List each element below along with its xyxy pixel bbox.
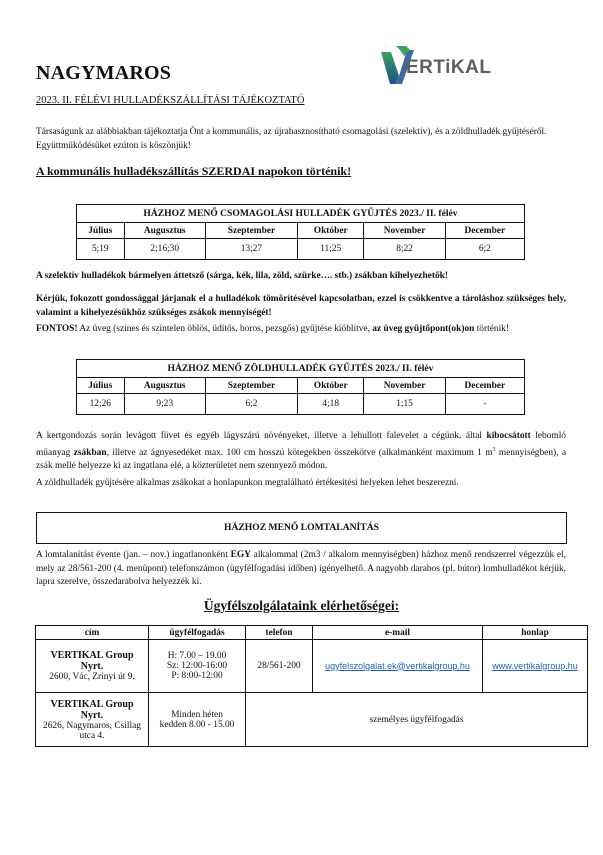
- hours-line: kedden 8.00 - 15.00: [159, 719, 235, 730]
- contact-title: Ügyfélszolgálataink elérhetőségei:: [203, 598, 400, 613]
- collection-days: 6;2: [445, 239, 524, 260]
- email-link[interactable]: ugyfelszolgalat.ek@vertikalgroup.hu: [325, 660, 470, 671]
- collection-days: 1;15: [364, 394, 445, 415]
- green-waste-info: [36, 430, 566, 474]
- collection-days: 13;27: [205, 239, 297, 260]
- contact-table: [35, 625, 588, 747]
- glass-important-label: FONTOS!: [36, 324, 78, 334]
- page-subtitle: 2023. II. FÉLÉVI HULLADÉKSZÁLLÍTÁSI TÁJÉKOZTATÓ: [36, 95, 305, 106]
- green-info-text: lebomló műanyag: [36, 431, 566, 458]
- green-info-bold: zsákban: [73, 447, 107, 458]
- address: 2626, Nagymaros, Csillag utca 4.: [43, 720, 141, 741]
- collection-days: 5;19: [77, 239, 125, 260]
- collection-days: 6;2: [205, 394, 297, 415]
- hours-cell: [149, 693, 246, 747]
- website-link[interactable]: www.vertikalgroup.hu: [492, 660, 578, 671]
- compress-notice: Kérjük, fokozott gondossággal járjanak el a hulladékok tömörítésével kapcsolatban, ezzel is csökkentve a tároláshoz szükséges hely, valamint a kihelyezésükhöz szükséges zsákok mennyiségét!: [36, 294, 566, 318]
- month-header: Augusztus: [124, 223, 205, 239]
- packaging-table-caption: HÁZHOZ MENŐ CSOMAGOLÁSI HULLADÉK GYŰJTÉS 2023./ II. félév: [77, 205, 525, 223]
- green-info-bold: kibocsátott: [486, 431, 531, 441]
- month-header: November: [364, 223, 445, 239]
- vertikal-logo: [380, 40, 500, 84]
- communal-notice: A kommunális hulladékszállítás SZERDAI napokon történik!: [36, 164, 352, 178]
- green-info-text: , illetve az ágnyesedéket max. 100 cm hosszú kötegekben összekötve (alkalmanként maximum 1 m: [106, 447, 493, 458]
- company-name: VERTIKAL Group Nyrt.: [50, 650, 134, 672]
- hours-cell: [149, 640, 246, 693]
- col-header-address: cím: [36, 626, 149, 640]
- address: 2600, Vác, Zrínyi út 9.: [49, 672, 135, 682]
- hours-line: H: 7.00 – 19.00: [167, 651, 227, 661]
- glass-text-end: történik!: [474, 324, 509, 334]
- month-header: December: [445, 223, 524, 239]
- packaging-schedule-table: [76, 204, 525, 260]
- glass-notice: [36, 323, 596, 337]
- hours-line: Sz: 12:00-16:00: [166, 661, 228, 671]
- col-header-hours: ügyfélfogadás: [149, 626, 246, 640]
- bulky-text: alkalommal (2m3 / alkalom mennyiségben) házhoz menő rendszerrel végezzük el, mely az 28/561-200 (4. menüpont) telefonszámon (ügyfélfogadási időben) igényelhető. A nagyobb darabos (pl. bútor) lomhulladékot kérjük, lapra szerelve, összedarabolva helyezzék ki.: [36, 550, 566, 587]
- collection-days: 4;18: [298, 394, 364, 415]
- green-bags-info: A zöldhulladék gyűjtésére alkalmas zsákokat a honlapunkon megtalálható értékesítési helyeken lehet beszerezni.: [36, 478, 459, 488]
- page-title: NAGYMAROS: [36, 62, 172, 84]
- col-header-email: e-mail: [313, 626, 483, 640]
- month-header: Október: [298, 378, 364, 394]
- company-name: VERTIKAL Group Nyrt.: [50, 698, 134, 721]
- month-header: Szeptember: [205, 378, 297, 394]
- table-row: [36, 693, 588, 747]
- collection-days: 2;16;30: [124, 239, 205, 260]
- glass-point-text: az üveg gyűjtőpont(ok)on: [372, 324, 475, 334]
- collection-days: 11;25: [298, 239, 364, 260]
- collection-days: 9;23: [124, 394, 205, 415]
- bulky-text: A lomtalanítást évente (jan. – nov.) ingatlanonként: [36, 550, 231, 560]
- personal-service-note: személyes ügyfélfogadás: [246, 693, 588, 747]
- green-info-text: mennyiségben), a zsák mellé helyezze ki az ingatlana elé, a közterületet nem szennyező módon.: [36, 447, 567, 472]
- collection-days: -: [445, 394, 524, 415]
- month-header: Szeptember: [205, 223, 297, 239]
- hours-line: Minden héten: [171, 709, 223, 720]
- month-header: Október: [298, 223, 364, 239]
- month-header: Július: [77, 378, 125, 394]
- logo-text: ERTiKAL: [406, 57, 492, 78]
- bulky-bold: EGY: [230, 550, 251, 560]
- table-row: [36, 640, 588, 693]
- address-cell: [36, 693, 149, 747]
- green-waste-schedule-table: [76, 359, 525, 415]
- month-header: December: [445, 378, 524, 394]
- collection-days: 8;22: [364, 239, 445, 260]
- superscript: 3: [492, 446, 496, 453]
- glass-text: Az üveg (színes és színtelen öblös, üdítős, boros, pezsgős) gyűjtése kiöblítve,: [77, 324, 373, 334]
- month-header: Július: [77, 223, 125, 239]
- intro-text: Társaságunk az alábbiakban tájékoztatja Önt a kommunális, az újrahasznosítható csomagolási (szelektív), és a zöldhulladék gyűjtéséről. Együttműködésüket ezúton is köszönjük!: [36, 127, 547, 151]
- col-header-phone: telefon: [246, 626, 313, 640]
- address-cell: [36, 640, 149, 693]
- collection-days: 12;26: [77, 394, 125, 415]
- selective-bag-notice: A szelektív hulladékok bármelyen áttetsző (sárga, kék, lila, zöld, szürke…. stb.) zsákban kihelyezhetők!: [36, 271, 448, 281]
- hours-line: P: 8:00-12:00: [171, 671, 223, 681]
- green-table-caption: HÁZHOZ MENŐ ZÖLDHULLADÉK GYŰJTÉS 2023./ II. félév: [77, 360, 525, 378]
- website-cell: [483, 640, 588, 693]
- col-header-website: honlap: [483, 626, 588, 640]
- phone-cell: 28/561-200: [246, 640, 313, 693]
- month-header: Augusztus: [124, 378, 205, 394]
- month-header: November: [364, 378, 445, 394]
- bulky-waste-info: [36, 549, 566, 590]
- bulky-waste-title-box: HÁZHOZ MENŐ LOMTALANÍTÁS: [36, 512, 567, 544]
- email-cell: [313, 640, 483, 693]
- green-info-text: A kertgondozás során levágott füvet és egyéb lágyszárú növényeket, illetve a lehullott falevelet a cégünk. által: [36, 431, 487, 441]
